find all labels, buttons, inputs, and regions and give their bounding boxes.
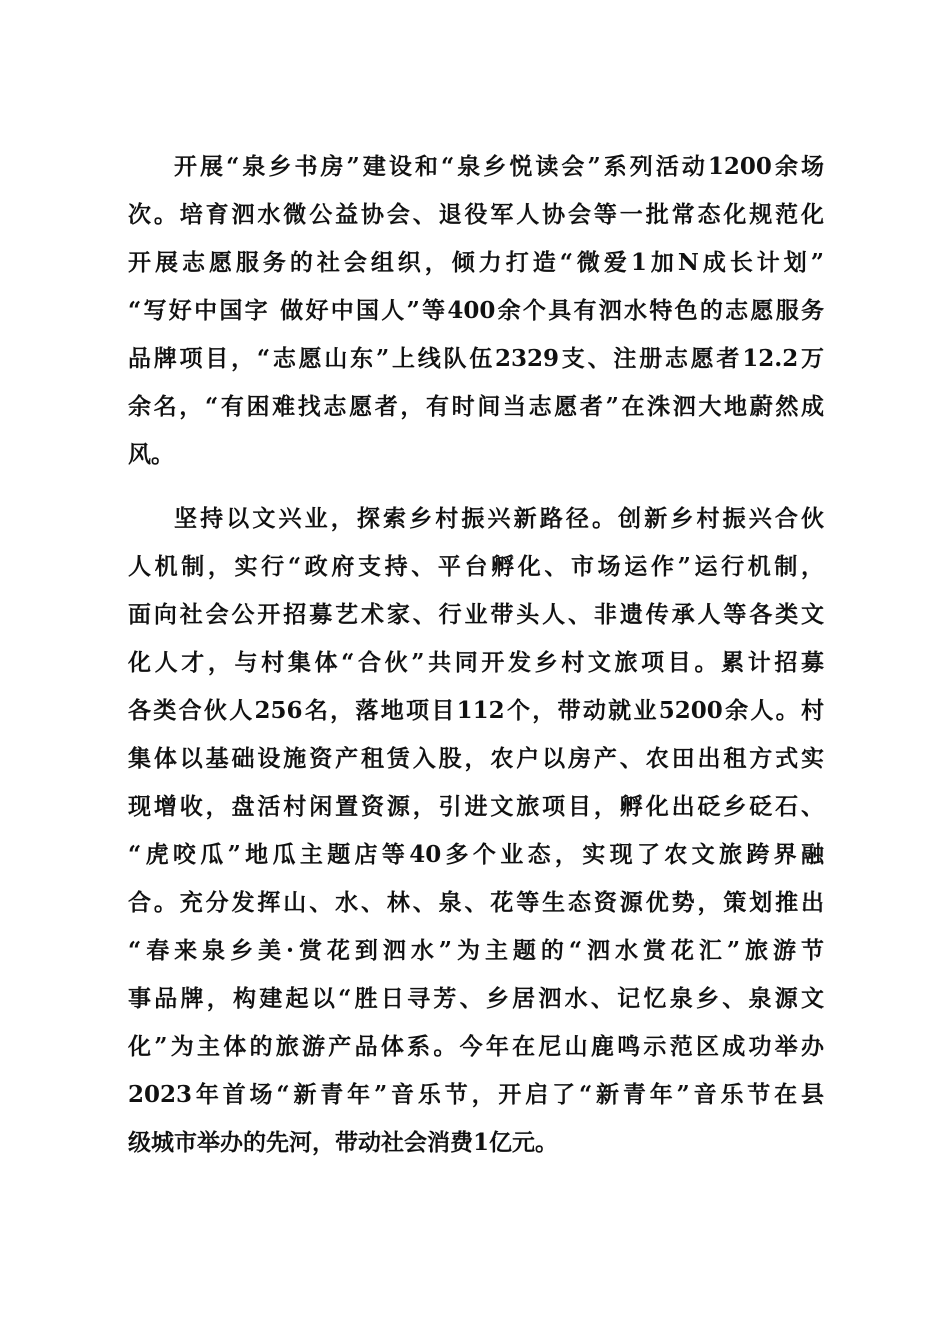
- paragraph-line: 化人才，与村集体“合伙”共同开发乡村文旅项目。累计招募: [128, 649, 824, 676]
- paragraph-line: 集体以基础设施资产租赁入股，农户以房产、农田出租方式实: [128, 745, 824, 772]
- paragraph-line: 人机制，实行“政府支持、平台孵化、市场运作”运行机制，: [128, 553, 824, 580]
- paragraph-lead-heading: 坚持以文兴业，探索乡村振兴新路径。: [174, 505, 619, 532]
- paragraph-line: 级城市举办的先河，带动社会消费1亿元。: [128, 1129, 559, 1156]
- paragraph-line: 合。充分发挥山、水、林、泉、花等生态资源优势，策划推出: [128, 889, 824, 916]
- paragraph-line: 事品牌，构建起以“胜日寻芳、乡居泗水、记忆泉乡、泉源文: [128, 985, 824, 1012]
- paragraph-volunteer-services: [128, 143, 824, 479]
- paragraph-line-rest: 创新乡村振兴合伙: [618, 505, 824, 532]
- paragraph-line: 各类合伙人256名，落地项目112个，带动就业5200余人。村: [128, 697, 824, 724]
- paragraph-line: 次。培育泗水微公益协会、退役军人协会等一批常态化规范化: [128, 201, 824, 228]
- document-body: [128, 143, 824, 1167]
- paragraph-line: 开展“泉乡书房”建设和“泉乡悦读会”系列活动1200余场: [174, 153, 824, 180]
- paragraph-line: “写好中国字 做好中国人”等400余个具有泗水特色的志愿服务: [128, 297, 824, 324]
- paragraph-line: 2023年首场“新青年”音乐节，开启了“新青年”音乐节在县: [128, 1081, 824, 1108]
- paragraph-line: 品牌项目，“志愿山东”上线队伍2329支、注册志愿者12.2万: [128, 345, 824, 372]
- paragraph-line: 现增收，盘活村闲置资源，引进文旅项目，孵化出砭乡砭石、: [128, 793, 824, 820]
- paragraph-line: 面向社会公开招募艺术家、行业带头人、非遗传承人等各类文: [128, 601, 824, 628]
- paragraph-line: 风。: [128, 441, 174, 468]
- paragraph-gap: [128, 479, 824, 495]
- paragraph-line: 化”为主体的旅游产品体系。今年在尼山鹿鸣示范区成功举办: [128, 1033, 824, 1060]
- paragraph-line: “虎咬瓜”地瓜主题店等40多个业态，实现了农文旅跨界融: [128, 841, 824, 868]
- paragraph-line: 余名，“有困难找志愿者，有时间当志愿者”在洙泗大地蔚然成: [128, 393, 824, 420]
- paragraph-line: 开展志愿服务的社会组织，倾力打造“微爱1加N成长计划”: [128, 249, 824, 276]
- paragraph-rural-revitalization: [128, 495, 824, 1167]
- paragraph-line: “春来泉乡美·赏花到泗水”为主题的“泗水赏花汇”旅游节: [128, 937, 824, 964]
- paragraph-first-line: [128, 495, 824, 543]
